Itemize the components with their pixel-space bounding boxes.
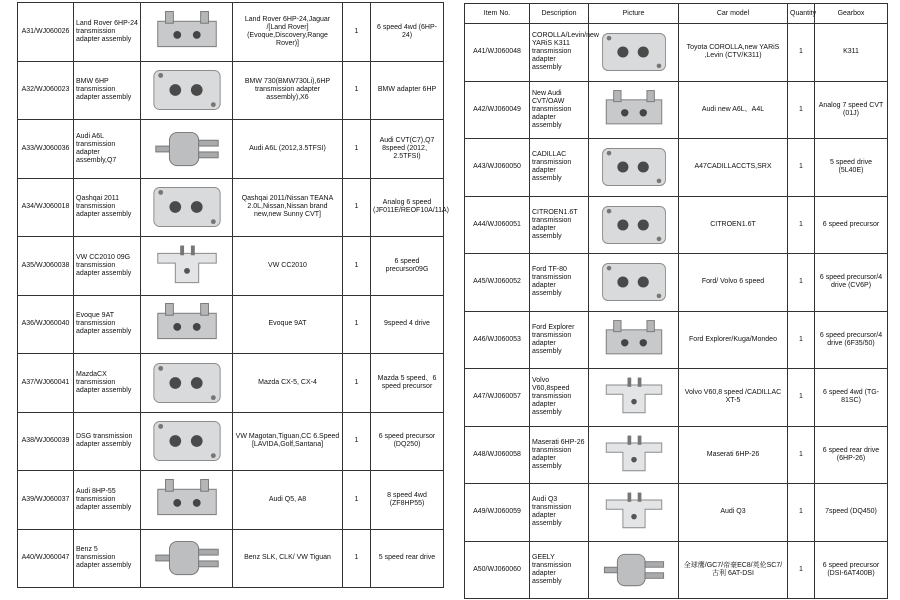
- car-model-cell: Evoque 9AT: [233, 295, 343, 354]
- header-row: [465, 4, 888, 24]
- table-row: [18, 120, 444, 179]
- gearbox-cell: 5 speed rear drive: [371, 529, 444, 588]
- gearbox-cell: 9speed 4 drive: [371, 295, 444, 354]
- description-cell: BMW 6HP transmission adapter assembly: [74, 61, 141, 120]
- picture-cell: [141, 237, 233, 296]
- header-quantity: Quantity: [788, 4, 815, 24]
- adapter-block-icon: [597, 315, 671, 365]
- right-parts-table: [464, 3, 888, 599]
- quantity-cell: 1: [343, 3, 371, 62]
- quantity-cell: 1: [343, 178, 371, 237]
- gearbox-cell: 6 speed precursor (DQ250): [371, 412, 444, 471]
- table-row: [18, 354, 444, 413]
- gearbox-cell: Analog 7 speed CVT (01J): [815, 81, 888, 139]
- adapter-plate-icon: [597, 142, 671, 192]
- item-number-cell: A37/WJ060041: [18, 354, 74, 413]
- table-row: [18, 529, 444, 588]
- table-row: [465, 484, 888, 542]
- item-number-cell: A39/WJ060037: [18, 471, 74, 530]
- picture-cell: [589, 24, 679, 82]
- table-row: [465, 311, 888, 369]
- item-number-cell: A49/WJ060059: [465, 484, 530, 542]
- description-cell: CITROEN1.6T transmission adapter assembly: [530, 196, 589, 254]
- gearbox-cell: 5 speed drive (5L40E): [815, 139, 888, 197]
- item-number-cell: A36/WJ060040: [18, 295, 74, 354]
- table-row: [18, 61, 444, 120]
- item-number-cell: A34/WJ060018: [18, 178, 74, 237]
- quantity-cell: 1: [343, 295, 371, 354]
- table-row: [465, 541, 888, 599]
- picture-cell: [589, 541, 679, 599]
- adapter-bracket-icon: [597, 430, 671, 480]
- car-model-cell: Audi new A6L、A4L: [679, 81, 788, 139]
- quantity-cell: 1: [343, 471, 371, 530]
- adapter-cylinder-icon: [148, 124, 226, 174]
- description-cell: GEELY transmission adapter assembly: [530, 541, 589, 599]
- gearbox-cell: 6 speed precursor/4 drive (CV6P): [815, 254, 888, 312]
- table-row: [465, 426, 888, 484]
- description-cell: Qashqai 2011 transmission adapter assembly: [74, 178, 141, 237]
- left-table-body: [18, 3, 449, 588]
- item-number-cell: A46/WJ060053: [465, 311, 530, 369]
- item-number-cell: A42/WJ060049: [465, 81, 530, 139]
- description-cell: Evoque 9AT transmission adapter assembly: [74, 295, 141, 354]
- item-number-cell: A48/WJ060058: [465, 426, 530, 484]
- car-model-cell: Maserati 6HP-26: [679, 426, 788, 484]
- adapter-block-icon: [148, 299, 226, 349]
- adapter-plate-icon: [148, 65, 226, 115]
- picture-cell: [141, 120, 233, 179]
- quantity-cell: 1: [788, 484, 815, 542]
- quantity-cell: 1: [788, 369, 815, 427]
- adapter-bracket-icon: [148, 241, 226, 291]
- table-row: [465, 24, 888, 82]
- table-row: [18, 412, 444, 471]
- picture-cell: [589, 254, 679, 312]
- adapter-plate-icon: [148, 358, 226, 408]
- car-model-cell: VW Magotan,Tiguan,CC 6.Speed [LAVIDA,Golf,Santana]: [233, 412, 343, 471]
- header-gearbox: Gearbox: [815, 4, 888, 24]
- description-cell: Ford TF-80 transmission adapter assembly: [530, 254, 589, 312]
- gearbox-cell: 8 speed 4wd (ZF8HP55): [371, 471, 444, 530]
- description-cell: Land Rover 6HP-24 transmission adapter assembly: [74, 3, 141, 62]
- car-model-cell: Ford/ Volvo 6 speed: [679, 254, 788, 312]
- car-model-cell: Ford Explorer/Kuga/Mondeo: [679, 311, 788, 369]
- picture-cell: [589, 139, 679, 197]
- quantity-cell: 1: [343, 529, 371, 588]
- table-row: [18, 178, 444, 237]
- gearbox-cell: BMW adapter 6HP: [371, 61, 444, 120]
- quantity-cell: 1: [343, 237, 371, 296]
- description-cell: Ford Explorer transmission adapter assembly: [530, 311, 589, 369]
- table-row: [18, 237, 444, 296]
- table-row: [465, 81, 888, 139]
- item-number-cell: A33/WJ060036: [18, 120, 74, 179]
- gearbox-cell: Analog 6 speed (JF011E/REOF10A/11A): [371, 178, 444, 237]
- item-number-cell: A32/WJ060023: [18, 61, 74, 120]
- adapter-block-icon: [597, 85, 671, 135]
- picture-cell: [589, 81, 679, 139]
- table-row: [465, 254, 888, 312]
- header-item-no: Item No.: [465, 4, 530, 24]
- car-model-cell: VW CC2010: [233, 237, 343, 296]
- description-cell: DSG transmission adapter assembly: [74, 412, 141, 471]
- car-model-cell: 全球鹰/GC7/帝豪EC8/英伦SC7/古利 6AT-DSI: [679, 541, 788, 599]
- adapter-block-icon: [148, 475, 226, 525]
- picture-cell: [141, 61, 233, 120]
- adapter-plate-icon: [597, 200, 671, 250]
- description-cell: Benz 5 transmission adapter assembly: [74, 529, 141, 588]
- item-number-cell: A38/WJ060039: [18, 412, 74, 471]
- quantity-cell: 1: [343, 120, 371, 179]
- item-number-cell: A44/WJ060051: [465, 196, 530, 254]
- item-number-cell: A40/WJ060047: [18, 529, 74, 588]
- header-description: Description: [530, 4, 589, 24]
- description-cell: VW CC2010 09G transmission adapter assembly: [74, 237, 141, 296]
- table-row: [465, 196, 888, 254]
- description-cell: Audi 8HP-55 transmission adapter assembly: [74, 471, 141, 530]
- adapter-plate-icon: [597, 257, 671, 307]
- quantity-cell: 1: [788, 81, 815, 139]
- car-model-cell: Land Rover 6HP-24,Jaguar /[Land Rover](Evoque,Discovery,Range Rover)]: [233, 3, 343, 62]
- car-model-cell: Audi Q5, A8: [233, 471, 343, 530]
- gearbox-cell: 6 speed precursor: [815, 196, 888, 254]
- gearbox-cell: 6 speed precursor/4 drive (6F35/50): [815, 311, 888, 369]
- quantity-cell: 1: [788, 541, 815, 599]
- quantity-cell: 1: [788, 426, 815, 484]
- car-model-cell: BMW 730(BMW730Li),6HP transmission adapter assembly),X6: [233, 61, 343, 120]
- gearbox-cell: 6 speed 4wd (6HP-24): [371, 3, 444, 62]
- item-number-cell: A45/WJ060052: [465, 254, 530, 312]
- description-cell: COROLLA/Levin/new YARiS K311 transmission adapter assembly: [530, 24, 589, 82]
- picture-cell: [141, 412, 233, 471]
- car-model-cell: Audi Q3: [679, 484, 788, 542]
- quantity-cell: 1: [788, 196, 815, 254]
- gearbox-cell: K311: [815, 24, 888, 82]
- gearbox-cell: 6 speed rear drive (6HP-26): [815, 426, 888, 484]
- adapter-block-icon: [148, 7, 226, 57]
- description-cell: MazdaCX transmission adapter assembly: [74, 354, 141, 413]
- gearbox-cell: 6 speed 4wd (TG-81SC): [815, 369, 888, 427]
- item-number-cell: A47/WJ060057: [465, 369, 530, 427]
- quantity-cell: 1: [343, 412, 371, 471]
- adapter-bracket-icon: [597, 487, 671, 537]
- picture-cell: [589, 311, 679, 369]
- quantity-cell: 1: [343, 354, 371, 413]
- car-model-cell: Toyota COROLLA,new YARiS ,Levin (CTV/K311): [679, 24, 788, 82]
- picture-cell: [589, 426, 679, 484]
- car-model-cell: Qashqai 2011/Nissan TEANA 2.0L,Nissan,Nissan brand new,new Sunny CVT]: [233, 178, 343, 237]
- quantity-cell: 1: [788, 139, 815, 197]
- header-car-model: Car model: [679, 4, 788, 24]
- picture-cell: [589, 484, 679, 542]
- description-cell: Maserati 6HP-26 transmission adapter assembly: [530, 426, 589, 484]
- picture-cell: [141, 3, 233, 62]
- description-cell: Audi A6L transmission adapter assembly,Q7: [74, 120, 141, 179]
- item-number-cell: A43/WJ060050: [465, 139, 530, 197]
- table-row: [18, 471, 444, 530]
- gearbox-cell: 6 speed precursor (DSI-6AT400B): [815, 541, 888, 599]
- picture-cell: [141, 471, 233, 530]
- adapter-plate-icon: [148, 416, 226, 466]
- car-model-cell: Mazda CX-5, CX-4: [233, 354, 343, 413]
- quantity-cell: 1: [343, 61, 371, 120]
- table-row: [18, 3, 444, 62]
- table-row: [18, 295, 444, 354]
- gearbox-cell: 7speed (DQ450): [815, 484, 888, 542]
- adapter-plate-icon: [597, 27, 671, 77]
- car-model-cell: Volvo V60,8 speed /CADILLAC XT-5: [679, 369, 788, 427]
- item-number-cell: A50/WJ060060: [465, 541, 530, 599]
- item-number-cell: A31/WJ060026: [18, 3, 74, 62]
- table-row: [465, 139, 888, 197]
- picture-cell: [141, 295, 233, 354]
- picture-cell: [589, 369, 679, 427]
- right-table-body: [465, 24, 888, 599]
- header-picture: Picture: [589, 4, 679, 24]
- left-parts-table: [17, 2, 449, 588]
- quantity-cell: 1: [788, 24, 815, 82]
- table-row: [465, 369, 888, 427]
- description-cell: Audi Q3 transmission adapter assembly: [530, 484, 589, 542]
- picture-cell: [141, 529, 233, 588]
- picture-cell: [141, 354, 233, 413]
- quantity-cell: 1: [788, 311, 815, 369]
- item-number-cell: A41/WJ060048: [465, 24, 530, 82]
- gearbox-cell: Mazda 5 speed、6 speed precursor: [371, 354, 444, 413]
- adapter-cylinder-icon: [597, 545, 671, 595]
- description-cell: New Audi CVT/OAW transmission adapter assembly: [530, 81, 589, 139]
- description-cell: Volvo V60,8speed transmission adapter assembly: [530, 369, 589, 427]
- item-number-cell: A35/WJ060038: [18, 237, 74, 296]
- car-model-cell: Audi A6L (2012,3.5TFSI): [233, 120, 343, 179]
- adapter-bracket-icon: [597, 372, 671, 422]
- car-model-cell: CITROEN1.6T: [679, 196, 788, 254]
- adapter-cylinder-icon: [148, 533, 226, 583]
- adapter-plate-icon: [148, 182, 226, 232]
- picture-cell: [589, 196, 679, 254]
- gearbox-cell: 6 speed precursor09G: [371, 237, 444, 296]
- quantity-cell: 1: [788, 254, 815, 312]
- description-cell: CADILLAC transmission adapter assembly: [530, 139, 589, 197]
- picture-cell: [141, 178, 233, 237]
- car-model-cell: Benz SLK, CLK/ VW Tiguan: [233, 529, 343, 588]
- gearbox-cell: Audi CVT(C7),Q7 8speed (2012、2.5TFSI): [371, 120, 444, 179]
- car-model-cell: A47CADILLACCTS,SRX: [679, 139, 788, 197]
